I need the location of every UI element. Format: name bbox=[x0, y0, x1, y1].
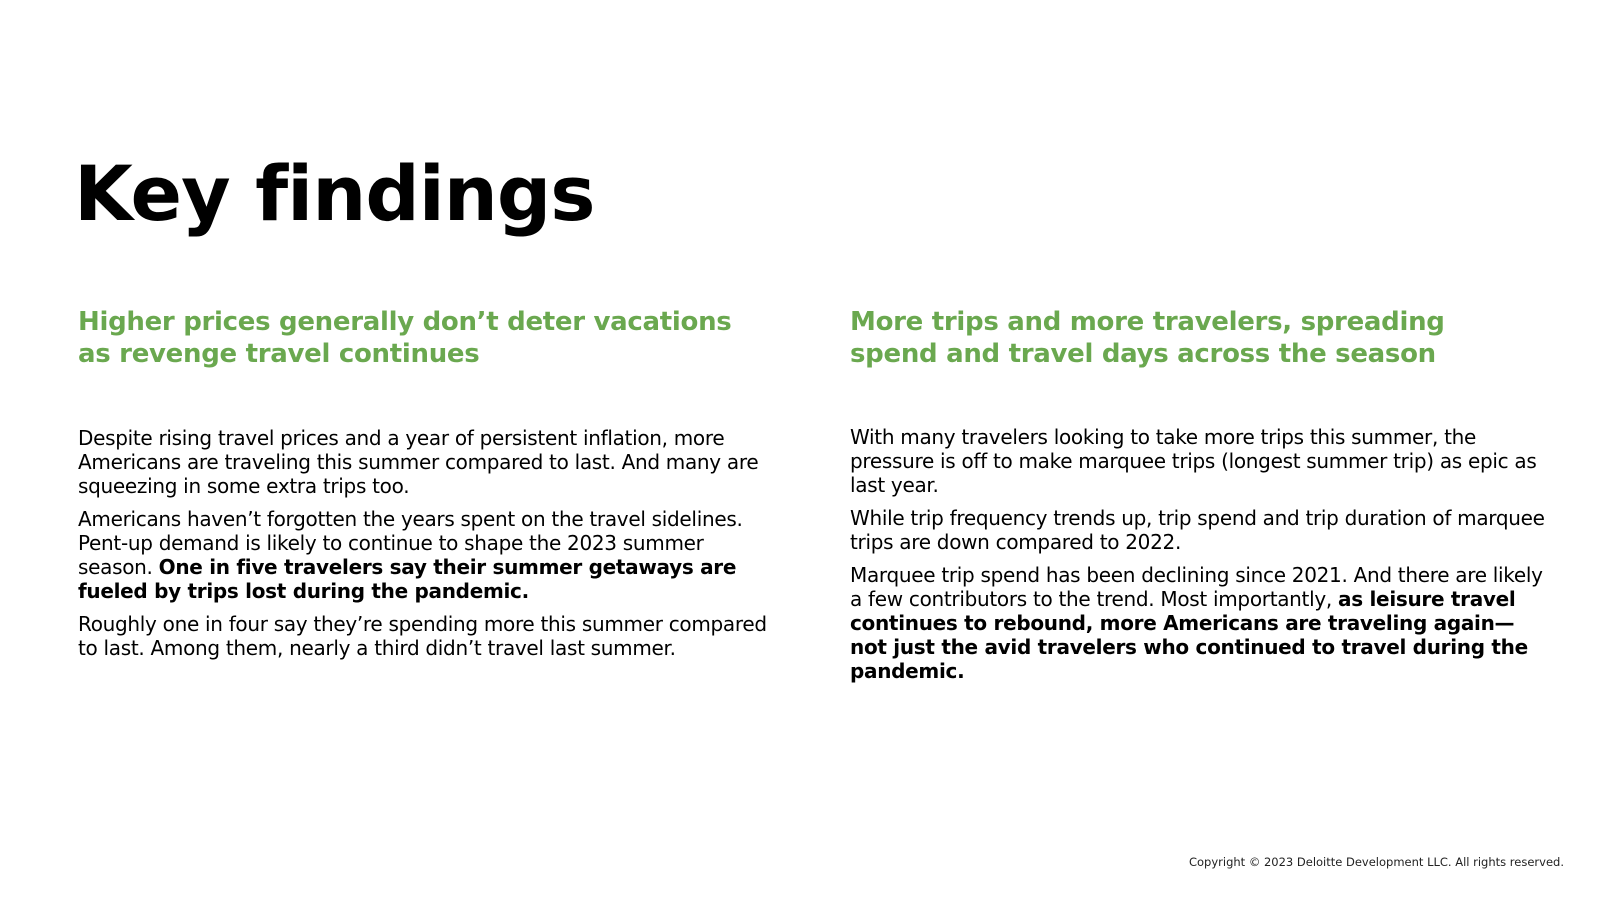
page-title: Key findings bbox=[74, 149, 595, 238]
left-heading-line-1: Higher prices generally don’t deter vacations bbox=[78, 307, 732, 337]
left-heading-line-2: as revenge travel continues bbox=[78, 339, 480, 369]
left-paragraph-1: Despite rising travel prices and a year of persistent inflation, more Americans are traveling this summer compared to last. And many are squeezing in some extra trips too. bbox=[78, 426, 759, 498]
left-paragraph-2-text: Americans haven’t forgotten the years spent on the travel sidelines. Pent-up demand is likely to continue to shape the 2023 summer season. bbox=[78, 507, 743, 579]
left-column-heading bbox=[78, 306, 768, 370]
right-paragraph-2: While trip frequency trends up, trip spend and trip duration of marquee trips are down compared to 2022. bbox=[850, 506, 1545, 554]
copyright-notice: Copyright © 2023 Deloitte Development LLC. All rights reserved. bbox=[1188, 855, 1564, 869]
right-paragraph-3-emphasis: as leisure travel continues to rebound, more Americans are traveling again—not just the avid travelers who continued to travel during the pandemic. bbox=[850, 587, 1528, 683]
left-paragraph-3: Roughly one in four say they’re spending more this summer compared to last. Among them, nearly a third didn’t travel last summer. bbox=[78, 612, 767, 660]
right-column-body bbox=[850, 425, 1550, 692]
left-paragraph-2-emphasis: One in five travelers say their summer getaways are fueled by trips lost during the pandemic. bbox=[78, 555, 737, 603]
right-heading-line-2: spend and travel days across the season bbox=[850, 339, 1436, 369]
right-paragraph-1: With many travelers looking to take more trips this summer, the pressure is off to make marquee trips (longest summer trip) as epic as last year. bbox=[850, 425, 1537, 497]
right-heading-line-1: More trips and more travelers, spreading bbox=[850, 307, 1445, 337]
right-column-heading bbox=[850, 306, 1550, 370]
left-paragraph-2 bbox=[78, 507, 768, 603]
right-paragraph-3 bbox=[850, 563, 1550, 683]
left-column-body bbox=[78, 426, 768, 669]
right-paragraph-3-text: Marquee trip spend has been declining since 2021. And there are likely a few contributors to the trend. Most importantly, bbox=[850, 563, 1543, 611]
left-column bbox=[78, 306, 768, 660]
right-column bbox=[850, 306, 1550, 683]
